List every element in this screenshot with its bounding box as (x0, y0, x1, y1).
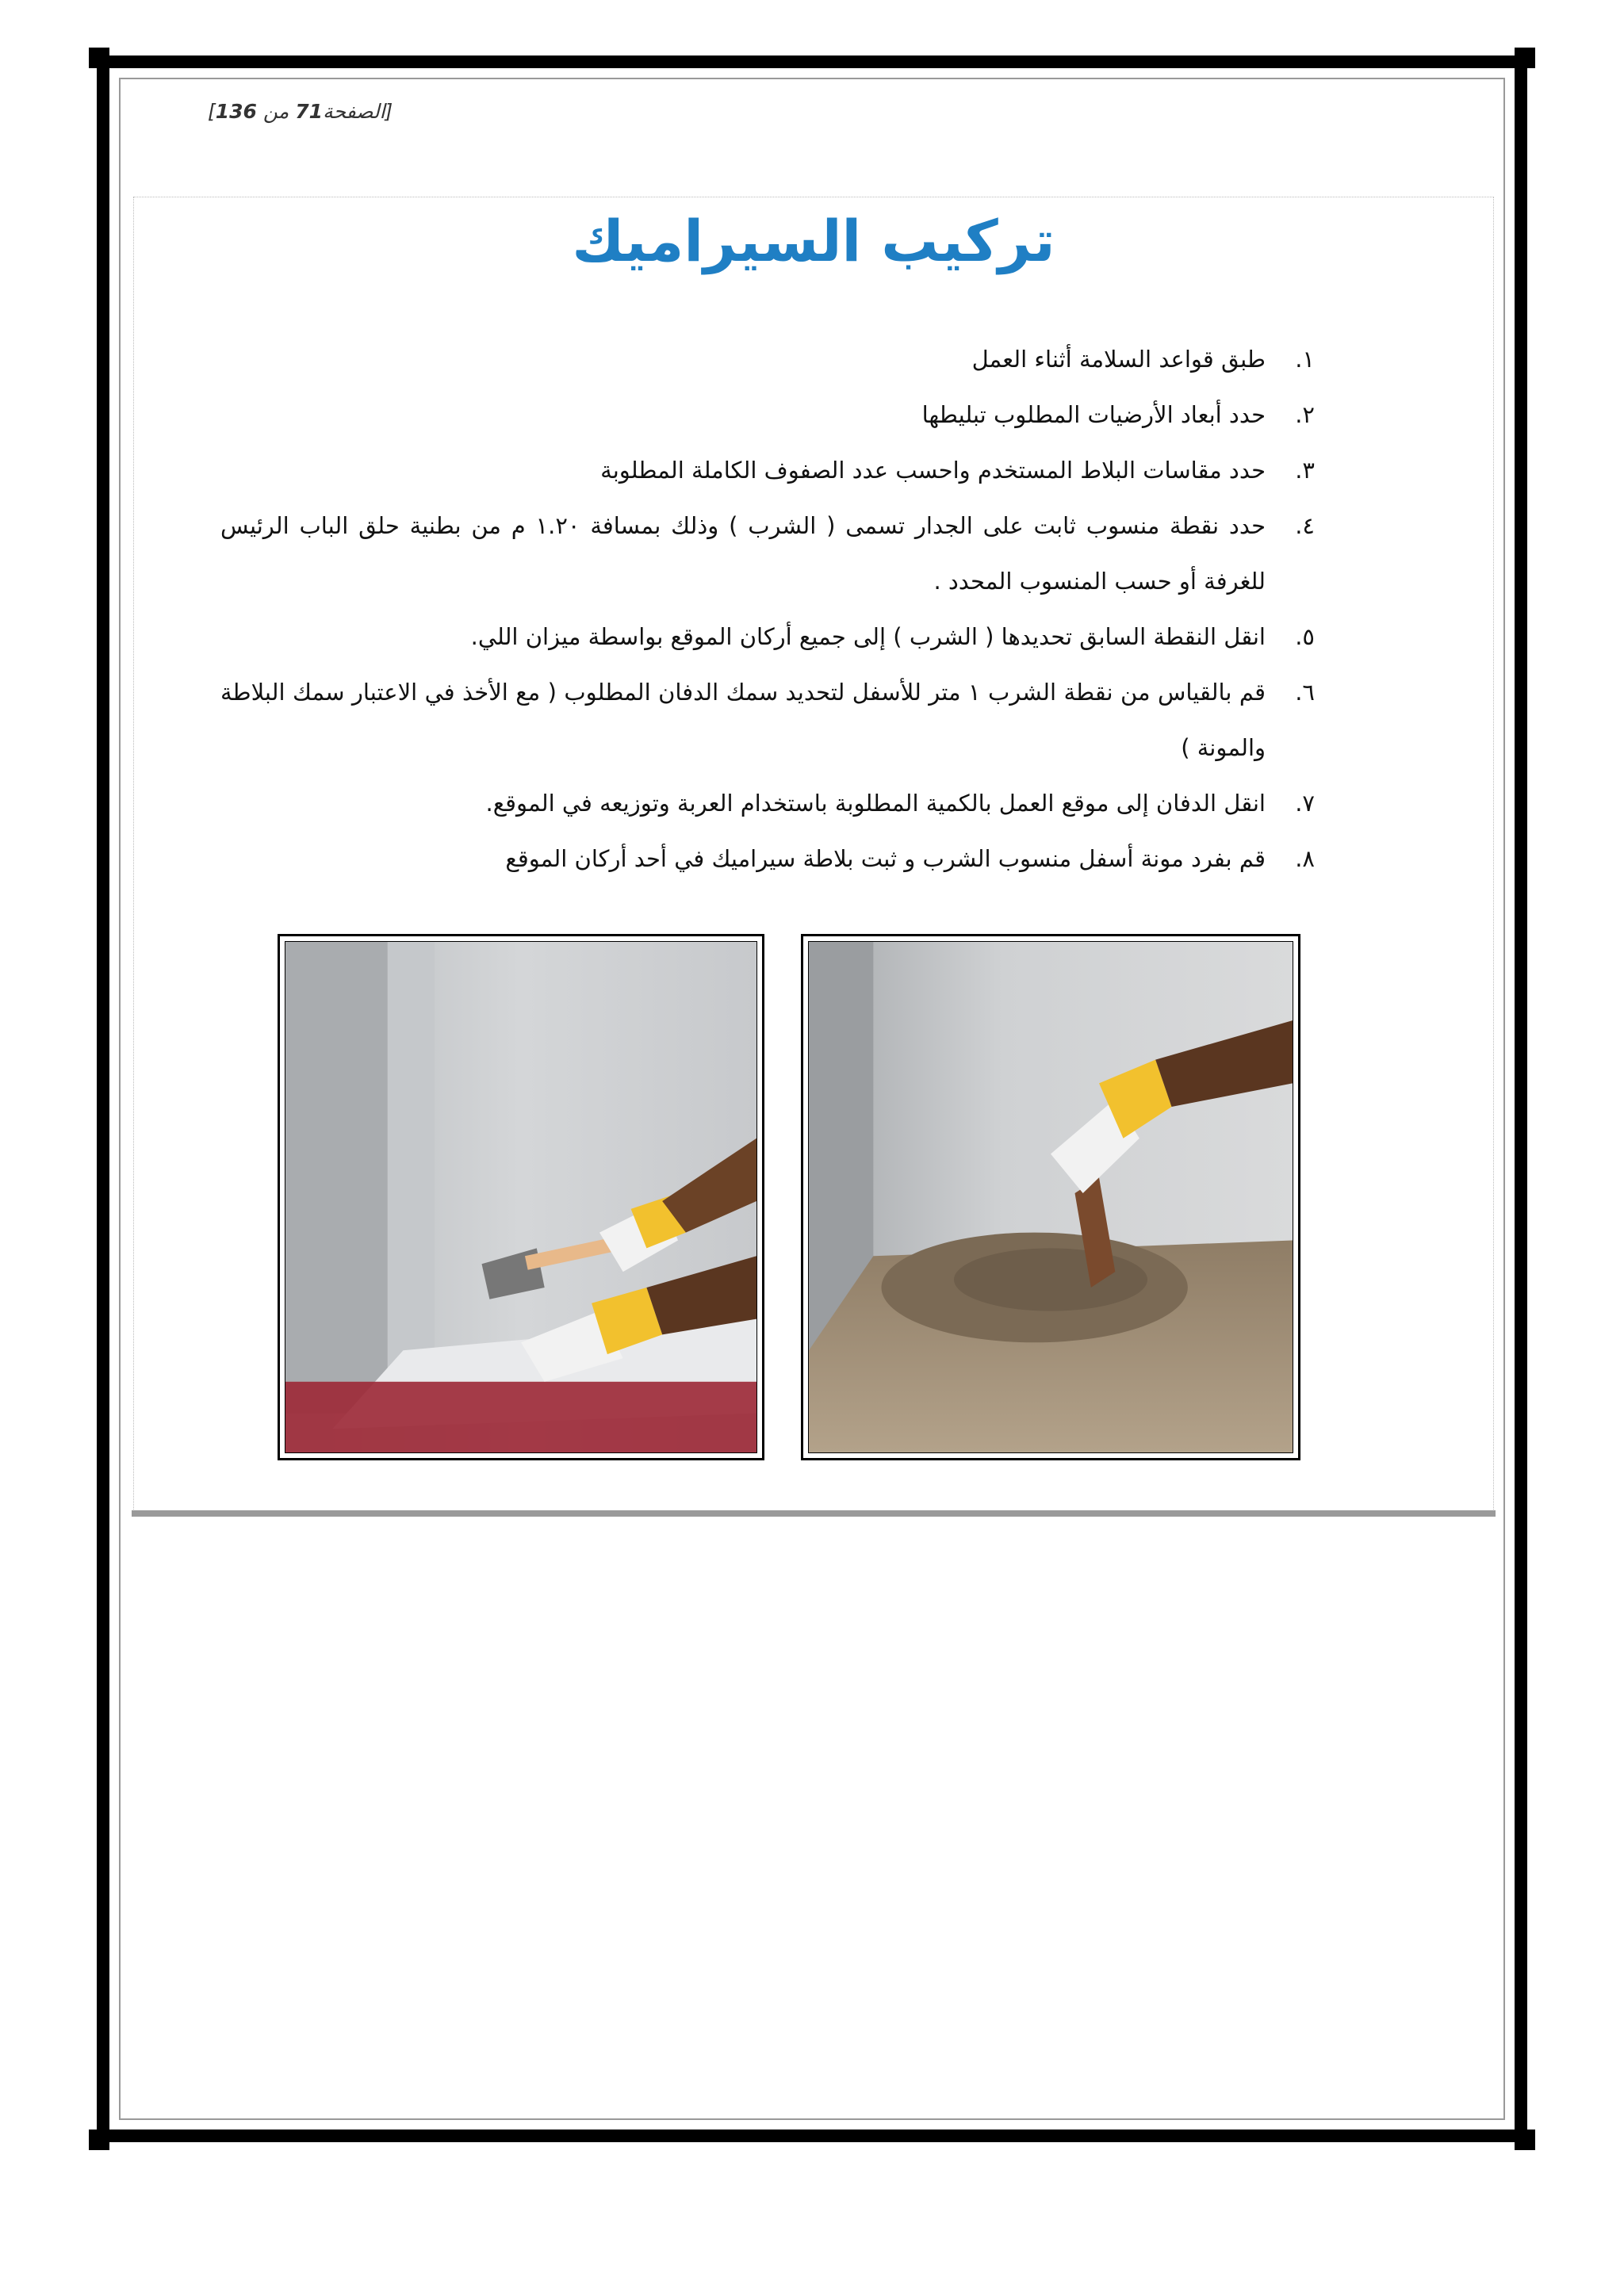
step-number: ٨. (1295, 845, 1315, 872)
steps-list (220, 331, 1315, 886)
step-text: قم بفرد مونة أسفل منسوب الشرب و ثبت بلاطة سيراميك في أحد أركان الموقع (505, 845, 1266, 872)
step-item (220, 664, 1315, 775)
page-number (208, 100, 393, 123)
photo-tile-hammering-image (285, 942, 756, 1452)
step-item (220, 831, 1315, 886)
step-number: ٣. (1295, 457, 1315, 484)
frame-corner-ornament (89, 2130, 109, 2150)
step-text: طبق قواعد السلامة أثناء العمل (971, 346, 1266, 373)
step-item (220, 609, 1315, 664)
step-number: ٤. (1295, 512, 1315, 539)
step-text: انقل النقطة السابق تحديدها ( الشرب ) إلى جميع أركان الموقع بواسطة ميزان اللي. (470, 623, 1266, 650)
step-text: قم بالقياس من نقطة الشرب ١ متر للأسفل لتحديد سمك الدفان المطلوب ( مع الأخذ في الاعتبار سمك البلاطة والمونة ) (220, 679, 1266, 761)
step-text: حدد نقطة منسوب ثابت على الجدار تسمى ( الشرب ) وذلك بمسافة ١.٢٠ م من بطنية حلق الباب الرئيس للغرفة أو حسب المنسوب المحدد . (220, 512, 1266, 595)
page-number-total: 136 (215, 100, 257, 123)
page-number-of: من (262, 100, 289, 123)
photo-mortar-spreading (801, 934, 1300, 1460)
page-number-prefix: [الصفحة (323, 100, 393, 123)
frame-corner-ornament (1515, 2130, 1535, 2150)
step-number: ٧. (1295, 790, 1315, 817)
step-number: ٢. (1295, 401, 1315, 428)
step-item (220, 387, 1315, 442)
step-item (220, 442, 1315, 498)
step-number: ١. (1295, 346, 1315, 373)
step-text: حدد مقاسات البلاط المستخدم واحسب عدد الصفوف الكاملة المطلوبة (600, 457, 1266, 484)
step-item (220, 331, 1315, 387)
page-number-current: 71 (295, 100, 324, 123)
step-text: حدد أبعاد الأرضيات المطلوب تبليطها (921, 401, 1266, 428)
photo-tile-hammering (278, 934, 764, 1460)
frame-corner-ornament (89, 48, 109, 68)
step-item (220, 498, 1315, 609)
step-item (220, 775, 1315, 831)
step-number: ٦. (1295, 679, 1315, 706)
page-title: تركيب السيراميك (572, 208, 1055, 274)
content-bottom-rule (132, 1510, 1496, 1517)
photo-mortar-spreading-image (809, 942, 1293, 1452)
step-number: ٥. (1295, 623, 1315, 650)
step-text: انقل الدفان إلى موقع العمل بالكمية المطلوبة باستخدام العربة وتوزيعه في الموقع. (485, 790, 1266, 817)
page-number-suffix: ] (208, 100, 216, 123)
frame-corner-ornament (1515, 48, 1535, 68)
